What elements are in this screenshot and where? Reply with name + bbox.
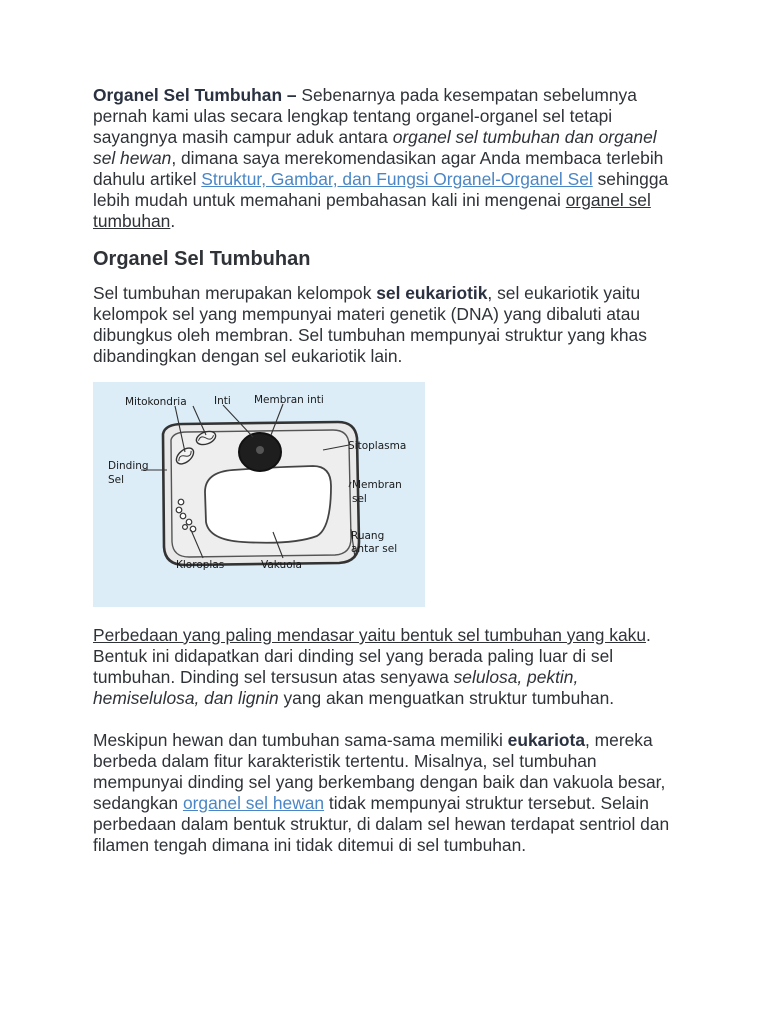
- label-dinding: Dinding: [108, 460, 149, 472]
- paragraph-text: tidak mempunyai struktur tersebut. Selain perbedaan dalam bentuk struktur, di dalam sel hewan terdapat sentriol dan filamen tengah dimana ini tidak ditemui di sel tumbuhan.: [93, 793, 670, 855]
- intro-text: sehingga lebih mudah untuk memahani pembahasan kali ini mengenai: [93, 169, 669, 210]
- paragraph-text: Sel tumbuhan merupakan kelompok: [93, 283, 377, 303]
- vacuole: [205, 466, 331, 543]
- article-body: [93, 85, 683, 856]
- paragraph-text: , mereka berbeda dalam fitur karakteristik tertentu. Misalnya, sel tumbuhan mempunyai dinding sel yang berkembang dengan baik dan vakuola besar, sedangkan: [93, 730, 666, 813]
- label-mitokondria: Mitokondria: [125, 396, 187, 408]
- paragraph-text: Meskipun hewan dan tumbuhan sama-sama memiliki: [93, 730, 508, 750]
- intro-title: Organel Sel Tumbuhan –: [93, 85, 297, 105]
- bold-term: sel eukariotik: [376, 283, 488, 303]
- paragraph-text: . Bentuk ini didapatkan dari dinding sel yang berada paling luar di sel tumbuhan. Dinding sel tersusun atas senyawa: [93, 625, 651, 687]
- bold-term: eukariota: [507, 730, 585, 750]
- paragraph-text: , sel eukariotik yaitu kelompok sel yang mempunyai materi genetik (DNA) yang dibaluti atau dibungkus oleh membran. Sel tumbuhan mempunyai struktur yang khas dibandingkan dengan sel eukariotik lain.: [93, 283, 647, 366]
- underlined-term: organel sel tumbuhan: [93, 190, 651, 231]
- label-sel: Sel: [108, 474, 125, 486]
- intro-text: , dimana saya merekomendasikan agar Anda membaca terlebih dahulu artikel: [93, 148, 664, 189]
- label-antar-sel: antar sel: [351, 543, 398, 555]
- underlined-statement: Perbedaan yang paling mendasar yaitu bentuk sel tumbuhan yang kaku: [93, 625, 647, 645]
- paragraph-text: yang akan menguatkan struktur tumbuhan.: [278, 688, 615, 708]
- label-inti: Inti: [214, 395, 231, 407]
- section-heading: Organel Sel Tumbuhan: [93, 248, 311, 270]
- intro-text: Sebenarnya pada kesempatan sebelumnya pernah kami ulas secara lengkap tentang organel-organel sel tetapi sayangnya masih campur aduk antara: [93, 85, 637, 147]
- section-paragraph: [93, 283, 683, 367]
- article-link-organel-hewan[interactable]: organel sel hewan: [182, 793, 325, 813]
- label-ruang: Ruang: [351, 530, 385, 542]
- label-vakuola: Vakuola: [261, 559, 302, 571]
- intro-paragraph: [93, 85, 683, 232]
- intro-italic: organel sel tumbuhan dan organel sel hewan: [93, 127, 657, 168]
- label-sel-membran: sel: [352, 493, 367, 505]
- label-membran: Membran: [352, 479, 402, 491]
- label-sitoplasma: Sitoplasma: [348, 440, 407, 452]
- plant-cell-svg: [93, 382, 425, 607]
- intro-text: .: [170, 211, 176, 231]
- italic-compounds: selulosa, pektin, hemiselulosa, dan lignin: [93, 667, 579, 708]
- difference-paragraph: [93, 625, 683, 709]
- article-link-struktur[interactable]: Struktur, Gambar, dan Fungsi Organel-Organel Sel: [201, 169, 593, 189]
- nucleolus: [256, 446, 264, 454]
- label-membran-inti: Membran inti: [254, 394, 324, 406]
- comparison-paragraph: [93, 730, 683, 856]
- label-kloroplas: Kloroplas: [176, 559, 225, 571]
- plant-cell-diagram: [93, 382, 425, 607]
